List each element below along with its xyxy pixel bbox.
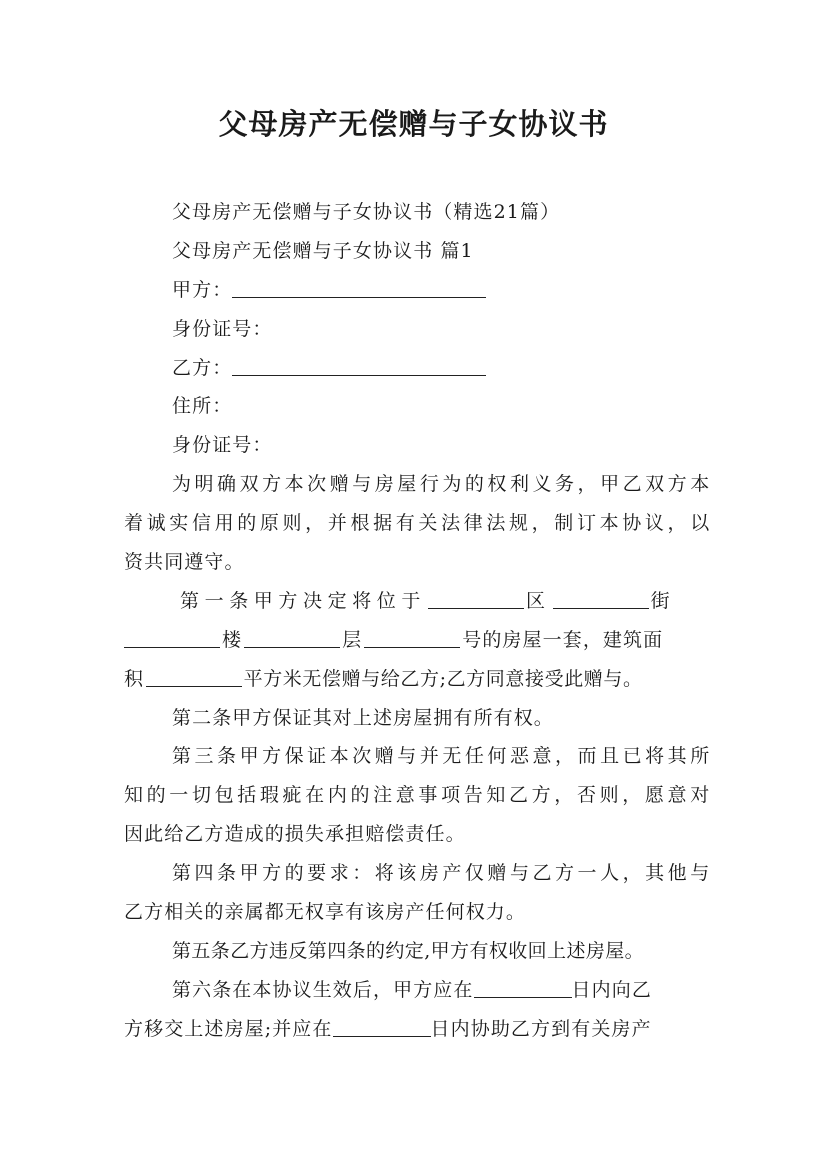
article-2: 第二条甲方保证其对上述房屋拥有所有权。 <box>172 706 554 729</box>
number-blank <box>364 629 460 648</box>
article-6-text-a: 第六条在本协议生效后，甲方应在 <box>172 978 474 1001</box>
article-6-text-b: 日内向乙 <box>571 978 652 1001</box>
days-blank-1 <box>474 979 572 998</box>
party-a-line <box>124 271 710 310</box>
street-blank <box>553 590 649 609</box>
intro-line-1: 为明确双方本次赠与房屋行为的权利义务，甲乙双方本 <box>172 473 710 496</box>
article-1-text-a: 第一条甲方决定将位于 <box>180 589 427 612</box>
article-6-text-c: 方移交上述房屋;并应在 <box>124 1017 333 1040</box>
article-3-line-2: 知的一切包括瑕疵在内的注意事项告知乙方，否则，愿意对 <box>124 784 710 807</box>
party-a-blank <box>232 279 486 298</box>
subtitle-line: 父母房产无偿赠与子女协议书（精选21篇） <box>172 201 561 223</box>
article-3-line-1: 第三条甲方保证本次赠与并无任何恶意，而且已将其所 <box>172 745 710 768</box>
article-1-text-c: 街 <box>650 589 676 612</box>
article-1-line-2 <box>124 621 710 660</box>
building-blank <box>124 629 220 648</box>
article-5: 第五条乙方违反第四条的约定,甲方有权收回上述房屋。 <box>172 939 645 962</box>
article-4-line-1: 第四条甲方的要求：将该房产仅赠与乙方一人，其他与 <box>172 862 710 885</box>
id-b-label: 身份证号： <box>172 434 273 457</box>
days-blank-2 <box>333 1018 431 1037</box>
address-label: 住所： <box>172 395 233 418</box>
intro-line-2: 着诚实信用的原则，并根据有关法律法规，制订本协议，以 <box>124 512 710 535</box>
party-a-label: 甲方： <box>172 278 233 301</box>
article-1-line-1 <box>124 582 710 621</box>
article-6-line-2 <box>124 1010 710 1049</box>
article-1-text-d: 楼 <box>222 628 243 651</box>
area-blank <box>146 668 242 687</box>
party-b-line <box>124 349 710 388</box>
article-1-text-e: 层 <box>342 628 363 651</box>
article-6-line-1 <box>124 971 710 1010</box>
section-heading: 父母房产无偿赠与子女协议书 篇1 <box>172 239 474 262</box>
floor-blank <box>244 629 340 648</box>
document-body <box>124 193 710 1049</box>
article-1-text-b: 区 <box>526 589 551 612</box>
party-b-label: 乙方： <box>172 356 233 379</box>
district-blank <box>428 590 524 609</box>
article-1-line-3 <box>124 660 710 699</box>
article-3-line-3: 因此给乙方造成的损失承担赔偿责任。 <box>124 823 466 846</box>
article-1-text-g: 积 <box>124 667 144 690</box>
article-4-line-2: 乙方相关的亲属都无权享有该房产任何权力。 <box>124 901 527 924</box>
article-1-text-h: 平方米无偿赠与给乙方;乙方同意接受此赠与。 <box>243 667 643 690</box>
document-title: 父母房产无偿赠与子女协议书 <box>218 107 609 141</box>
intro-line-3: 资共同遵守。 <box>124 551 245 574</box>
id-a-label: 身份证号： <box>172 317 273 340</box>
party-b-blank <box>232 357 486 376</box>
article-6-text-d: 日内协助乙方到有关房产 <box>430 1017 652 1040</box>
article-1-text-f: 号的房屋一套，建筑面 <box>462 628 664 651</box>
